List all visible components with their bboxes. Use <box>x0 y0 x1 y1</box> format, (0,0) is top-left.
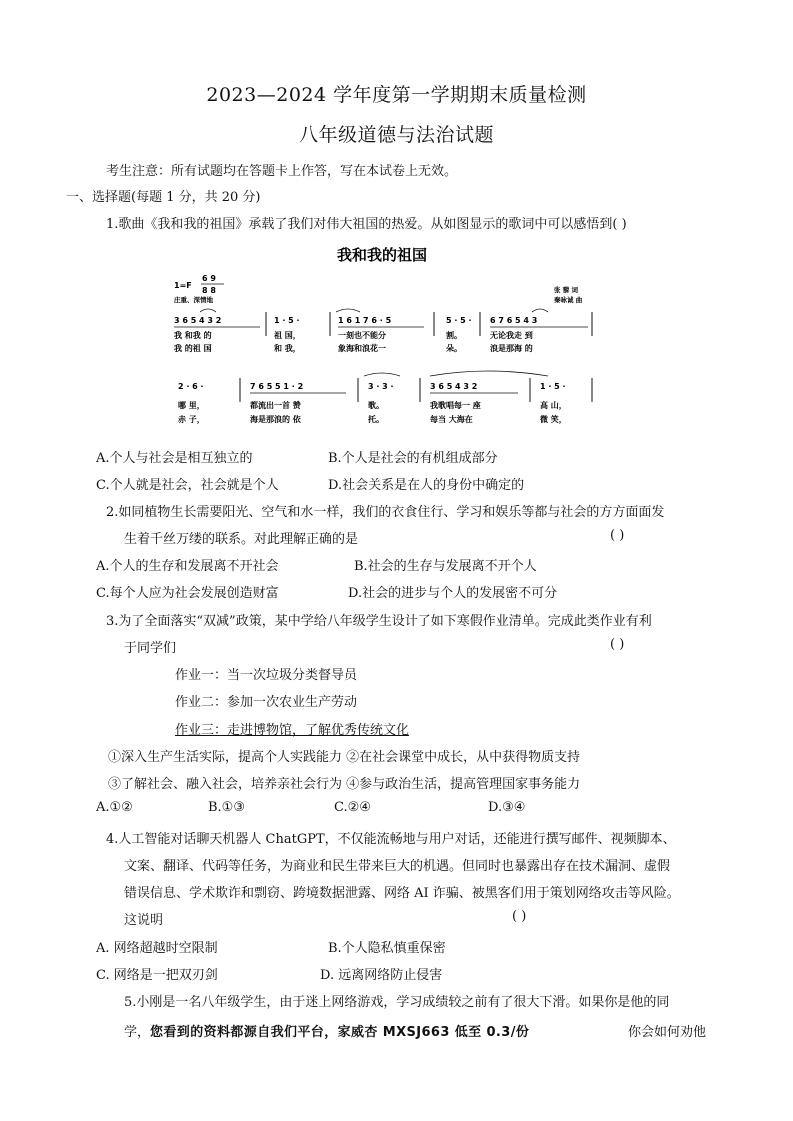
question-5-line1: 5.小刚是一名八年级学生，由于迷上网络游戏，学习成绩较之前有了很大下滑。如果你是他的同 <box>124 995 670 1010</box>
music-credit-composer: 秦咏诚 曲 <box>554 296 583 304</box>
q3-option-d[interactable]: D.③④ <box>488 800 526 815</box>
exam-subtitle: 八年级道德与法治试题 <box>298 124 494 146</box>
q1-option-a[interactable]: A.个人与社会是相互独立的 <box>96 451 253 466</box>
music-meter-top: 6 9 <box>202 274 216 283</box>
row1-lyric2-1: 我 的祖 国 <box>174 344 212 353</box>
q2-option-a[interactable]: A.个人的生存和发展离不开社会 <box>96 559 279 574</box>
question-4-line3: 错误信息、学术欺诈和剽窃、跨境数据泄露、网络 AI 诈骗、被黑客们用于策划网络攻击等风险。 <box>124 886 680 901</box>
row2-notes-5: 1 · 5 · <box>540 382 566 391</box>
section-heading: 一、选择题(每题 1 分，共 20 分) <box>66 190 261 205</box>
question-1-stem: 1.歌曲《我和我的祖国》承载了我们对伟大祖国的热爱。从如图显示的歌词中可以感悟到( ) <box>106 217 627 232</box>
question-3-line2: 于同学们 <box>124 641 177 656</box>
q3-statements-12: ①深入生产生活实际，提高个人实践能力 ②在社会课堂中成长，从中获得物质支持 <box>108 750 581 765</box>
row1-lyric2-3: 象海和浪花一 <box>338 344 386 353</box>
question-2-line2: 生着千丝万缕的联系。对此理解正确的是 <box>124 532 359 547</box>
q1-option-c[interactable]: C.个人就是社会，社会就是个人 <box>96 478 279 493</box>
question-4-line1: 4.人工智能对话聊天机器人 ChatGPT，不仅能流畅地与用户对话，还能进行撰写邮件、视频脚本、 <box>106 832 676 847</box>
question-3-answer-paren: ( ) <box>610 637 625 652</box>
row2-lyric1-5: 高 山， <box>540 401 567 410</box>
question-2-line1: 2.如同植物生长需要阳光、空气和水一样，我们的衣食住行、学习和娱乐等都与社会的方方面面发 <box>106 505 665 520</box>
question-5-line2-start: 学， <box>124 1025 151 1040</box>
row1-notes-2: 1 · 5 · <box>274 316 300 325</box>
row2-lyric1-4: 我歌唱每一 座 <box>430 401 481 410</box>
row1-notes-1: 3 6 5 4 3 2 <box>174 316 222 325</box>
q2-option-d[interactable]: D.社会的进步与个人的发展密不可分 <box>348 586 558 601</box>
row1-notes-3: 1 6 1 7 6 · 5 <box>338 316 392 325</box>
q3-option-c[interactable]: C.②④ <box>334 800 371 815</box>
music-credit-lyricist: 张 藜 词 <box>554 286 579 294</box>
homework-item-1: 作业一：当一次垃圾分类督导员 <box>175 668 358 683</box>
row1-lyric1-2: 祖 国， <box>274 331 301 340</box>
exam-title: 2023—2024 学年度第一学期期末质量检测 <box>206 84 587 106</box>
q4-option-b[interactable]: B.个人隐私慎重保密 <box>328 941 446 956</box>
music-title: 我和我的祖国 <box>336 246 428 264</box>
row2-lyric2-2: 海是那浪的 依 <box>250 415 301 424</box>
row2-notes-1: 2 · 6 · <box>178 382 204 391</box>
row2-lyric1-2: 都流出一首 赞 <box>250 401 301 410</box>
question-3-line1: 3.为了全面落实“双减”政策，某中学给八年级学生设计了如下寒假作业清单。完成此类作业有利 <box>106 614 652 629</box>
row1-lyric2-2: 和 我， <box>274 344 301 353</box>
question-4-answer-paren: ( ) <box>512 909 527 924</box>
row1-notes-4: 5 · 5 · <box>446 316 472 325</box>
platform-watermark-text: 您看到的资料都源自我们平台，家威杏 MXSJ663 低至 0.3/份 <box>150 1025 530 1040</box>
q1-option-b[interactable]: B.个人是社会的有机组成部分 <box>328 451 498 466</box>
row1-lyric1-5: 无论我走 到 <box>490 331 533 340</box>
row1-lyric2-5: 浪是那海 的 <box>490 344 533 353</box>
exam-notice: 考生注意：所有试题均在答题卡上作答，写在本试卷上无效。 <box>106 164 458 179</box>
q3-option-a[interactable]: A.①② <box>96 800 133 815</box>
music-meter-bottom: 8 8 <box>202 286 216 295</box>
row2-lyric2-3: 托。 <box>368 415 384 424</box>
row2-notes-3: 3 · 3 · <box>368 382 394 391</box>
row2-notes-2: 7 6 5 5 1 · 2 <box>250 382 304 391</box>
q3-statements-34: ③了解社会、融入社会，培养亲社会行为 ④参与政治生活，提高管理国家事务能力 <box>108 777 581 792</box>
homework-item-2: 作业二：参加一次农业生产劳动 <box>175 695 358 710</box>
q4-option-a[interactable]: A. 网络超越时空限制 <box>96 941 218 956</box>
q3-option-b[interactable]: B.①③ <box>208 800 245 815</box>
q2-option-c[interactable]: C.每个人应为社会发展创造财富 <box>96 586 279 601</box>
row2-notes-4: 3 6 5 4 3 2 <box>430 382 478 391</box>
row1-lyric1-1: 我 和我 的 <box>174 331 212 340</box>
q1-option-d[interactable]: D.社会关系是在人的身份中确定的 <box>328 478 525 493</box>
row1-lyric1-4: 割。 <box>446 331 462 340</box>
row2-lyric1-1: 哪 里， <box>178 401 205 410</box>
q2-option-b[interactable]: B.社会的生存与发展离不开个人 <box>354 559 537 574</box>
question-4-line4: 这说明 <box>124 913 164 928</box>
question-2-answer-paren: ( ) <box>610 528 625 543</box>
row1-lyric2-4: 朵。 <box>446 344 462 353</box>
music-key: 1=F <box>174 281 192 290</box>
question-4-line2: 文案、翻译、代码等任务，为商业和民生带来巨大的机遇。但同时也暴露出存在技术漏洞、虚假 <box>124 859 671 874</box>
sheet-music-figure <box>168 236 596 432</box>
question-5-line2-end: 你会如何劝他 <box>628 1025 707 1040</box>
row2-lyric2-5: 微 笑， <box>540 415 567 424</box>
row2-lyric2-4: 每当 大海在 <box>430 415 473 424</box>
q4-option-c[interactable]: C. 网络是一把双刃剑 <box>96 968 218 983</box>
q4-option-d[interactable]: D. 远离网络防止侵害 <box>320 968 443 983</box>
row1-lyric1-3: 一刻也不能分 <box>338 331 386 340</box>
row1-notes-5: 6 7 6 5 4 3 <box>490 316 538 325</box>
homework-item-3: 作业三：走进博物馆，了解优秀传统文化 <box>175 723 410 738</box>
row2-lyric1-3: 歌。 <box>368 401 384 410</box>
music-tempo: 庄重、深情地 <box>174 296 213 304</box>
row2-lyric2-1: 赤 子， <box>178 415 205 424</box>
